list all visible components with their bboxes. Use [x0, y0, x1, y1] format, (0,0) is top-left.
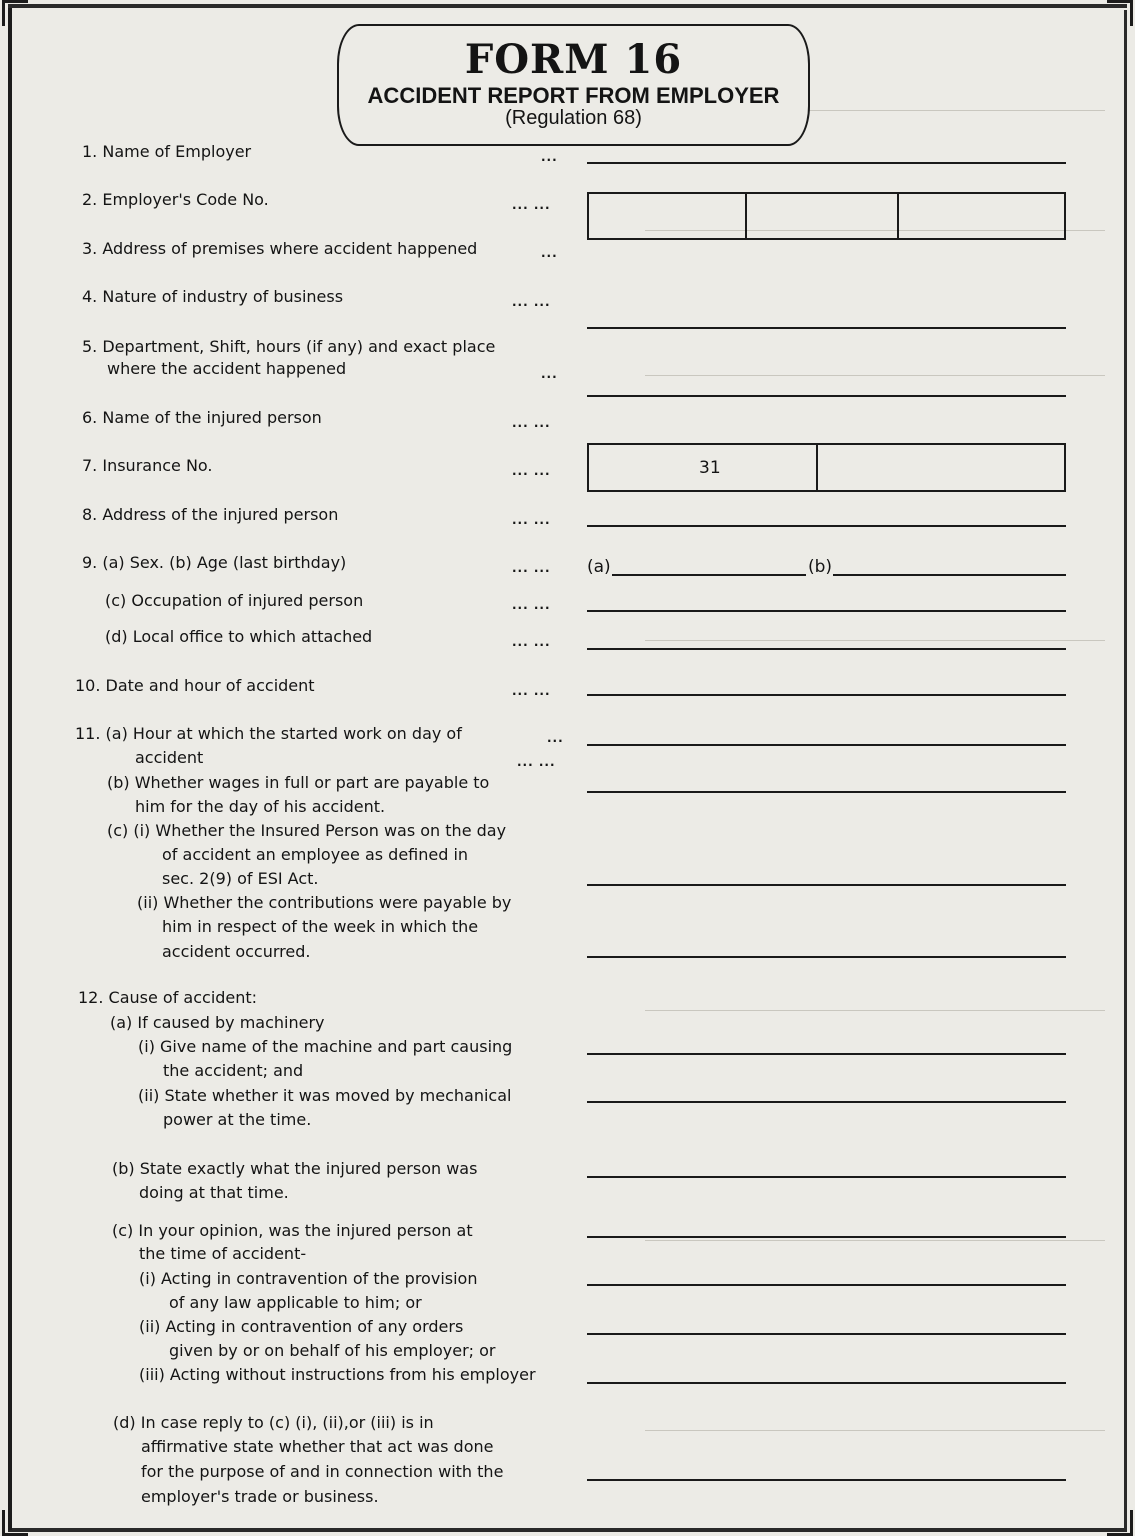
title-box: [337, 24, 810, 146]
q5-dots: ...: [541, 367, 558, 381]
q1-label: 1. Name of Employer: [82, 142, 252, 161]
q12d-label-line3: for the purpose of and in connection with the: [141, 1462, 504, 1481]
q12b-label-line1: (b) State exactly what the injured person was: [112, 1159, 478, 1178]
q12ci-label-line2: of any law applicable to him; or: [169, 1293, 422, 1312]
code-box-divider: [897, 194, 899, 238]
q12d-label-line4: employer's trade or business.: [141, 1487, 379, 1506]
q6-dots: ... ...: [512, 416, 551, 430]
page-border-right: [1124, 10, 1127, 1530]
code-box-divider: [745, 194, 747, 238]
q11cii-label-line1: (ii) Whether the contributions were payable by: [137, 893, 512, 912]
q12c-label-line2: the time of accident-: [139, 1244, 307, 1263]
q11b-label-line2: him for the day of his accident.: [135, 797, 386, 816]
form-subtitle: ACCIDENT REPORT FROM EMPLOYER: [367, 83, 780, 108]
injured-address-field[interactable]: [587, 525, 1066, 527]
contributions-field[interactable]: [587, 956, 1066, 958]
corner-top-right: [1107, 0, 1133, 26]
q12-label: 12. Cause of accident:: [78, 988, 258, 1007]
q12c-label-line1: (c) In your opinion, was the injured person at: [112, 1221, 473, 1240]
form-title: FORM 16: [464, 36, 683, 83]
q6-label: 6. Name of the injured person: [82, 408, 322, 427]
insurance-no-boxes[interactable]: [587, 443, 1066, 492]
page-border-left: [8, 8, 12, 1530]
q9a-dots: ... ...: [512, 561, 551, 575]
q12ciii-label: (iii) Acting without instructions from his employer: [139, 1365, 536, 1384]
wages-payable-field[interactable]: [587, 791, 1066, 793]
q12ci-label-line1: (i) Acting in contravention of the provision: [139, 1269, 478, 1288]
start-hour-field[interactable]: [587, 744, 1066, 746]
q11a-label-line1: 11. (a) Hour at which the started work on day of: [75, 724, 462, 743]
page-border-top: [8, 4, 1127, 8]
law-contravention-field[interactable]: [587, 1284, 1066, 1286]
local-office-field[interactable]: [587, 648, 1066, 650]
q12aii-label-line2: power at the time.: [163, 1110, 312, 1129]
corner-bottom-left: [2, 1510, 28, 1536]
employer-name-field[interactable]: [587, 162, 1066, 164]
q11a-dots: ...: [547, 731, 564, 745]
machine-name-field[interactable]: [587, 1053, 1066, 1055]
orders-contravention-field[interactable]: [587, 1333, 1066, 1335]
q2-label: 2. Employer's Code No.: [82, 190, 269, 209]
employer-trade-field[interactable]: [587, 1479, 1066, 1481]
injured-activity-field[interactable]: [587, 1176, 1066, 1178]
occupation-field[interactable]: [587, 610, 1066, 612]
page-border-bottom: [8, 1528, 1127, 1532]
q10-label: 10. Date and hour of accident: [75, 676, 315, 695]
q1-dots: ...: [541, 150, 558, 164]
corner-bottom-right: [1107, 1510, 1133, 1536]
accident-date-field[interactable]: [587, 694, 1066, 696]
q12ai-label-line1: (i) Give name of the machine and part causing: [138, 1037, 513, 1056]
q11ci-label-line1: (c) (i) Whether the Insured Person was on the day: [107, 821, 507, 840]
q11ci-label-line3: sec. 2(9) of ESI Act.: [162, 869, 319, 888]
corner-top-left: [2, 0, 28, 26]
q12a-label: (a) If caused by machinery: [110, 1013, 325, 1032]
industry-field[interactable]: [587, 327, 1066, 329]
without-instructions-field[interactable]: [587, 1382, 1066, 1384]
q5-label-line2: where the accident happened: [107, 359, 347, 378]
show-through-line: [645, 375, 1105, 376]
q12d-label-line2: affirmative state whether that act was done: [141, 1437, 494, 1456]
q12cii-label-line1: (ii) Acting in contravention of any orders: [139, 1317, 464, 1336]
q9d-label: (d) Local office to which attached: [105, 627, 373, 646]
q11cii-label-line3: accident occurred.: [162, 942, 311, 961]
q12ai-label-line2: the accident; and: [163, 1061, 304, 1080]
q11b-label-line1: (b) Whether wages in full or part are payable to: [107, 773, 490, 792]
q5-label-line1: 5. Department, Shift, hours (if any) and exact place: [82, 337, 496, 356]
q11ci-label-line2: of accident an employee as defined in: [162, 845, 469, 864]
opinion-field[interactable]: [587, 1236, 1066, 1238]
q8-label: 8. Address of the injured person: [82, 505, 339, 524]
show-through-line: [645, 1240, 1105, 1241]
q9c-label: (c) Occupation of injured person: [105, 591, 364, 610]
q9a-label: 9. (a) Sex. (b) Age (last birthday): [82, 553, 347, 572]
q9c-dots: ... ...: [512, 598, 551, 612]
show-through-line: [645, 640, 1105, 641]
q7-dots: ... ...: [512, 464, 551, 478]
q4-label: 4. Nature of industry of business: [82, 287, 344, 306]
q12aii-label-line1: (ii) State whether it was moved by mechanical: [138, 1086, 512, 1105]
q9d-dots: ... ...: [512, 635, 551, 649]
q12cii-label-line2: given by or on behalf of his employer; or: [169, 1341, 496, 1360]
insured-employee-field[interactable]: [587, 884, 1066, 886]
q4-dots: ... ...: [512, 295, 551, 309]
q8-dots: ... ...: [512, 513, 551, 527]
q11cii-label-line2: him in respect of the week in which the: [162, 917, 479, 936]
q2-dots: ... ...: [512, 198, 551, 212]
q3-label: 3. Address of premises where accident happened: [82, 239, 478, 258]
age-field[interactable]: [833, 574, 1066, 576]
q3-dots: ...: [541, 246, 558, 260]
q12b-label-line2: doing at that time.: [139, 1183, 289, 1202]
show-through-line: [645, 1010, 1105, 1011]
q11a-label-line2: accident: [135, 748, 204, 767]
form-regulation: (Regulation 68): [505, 107, 642, 129]
q11a-dots2: ... ...: [517, 755, 556, 769]
q12d-label-line1: (d) In case reply to (c) (i), (ii),or (iii) is in: [113, 1413, 434, 1432]
q10-dots: ... ...: [512, 684, 551, 698]
employer-code-boxes[interactable]: [587, 192, 1066, 240]
sex-prefix: (a): [587, 557, 611, 577]
age-prefix: (b): [808, 557, 833, 577]
insurance-box-divider: [816, 445, 818, 490]
sex-field[interactable]: [612, 574, 806, 576]
department-field[interactable]: [587, 395, 1066, 397]
insurance-no-prefix: 31: [699, 458, 721, 478]
q7-label: 7. Insurance No.: [82, 456, 213, 475]
show-through-line: [645, 1430, 1105, 1431]
mechanical-power-field[interactable]: [587, 1101, 1066, 1103]
